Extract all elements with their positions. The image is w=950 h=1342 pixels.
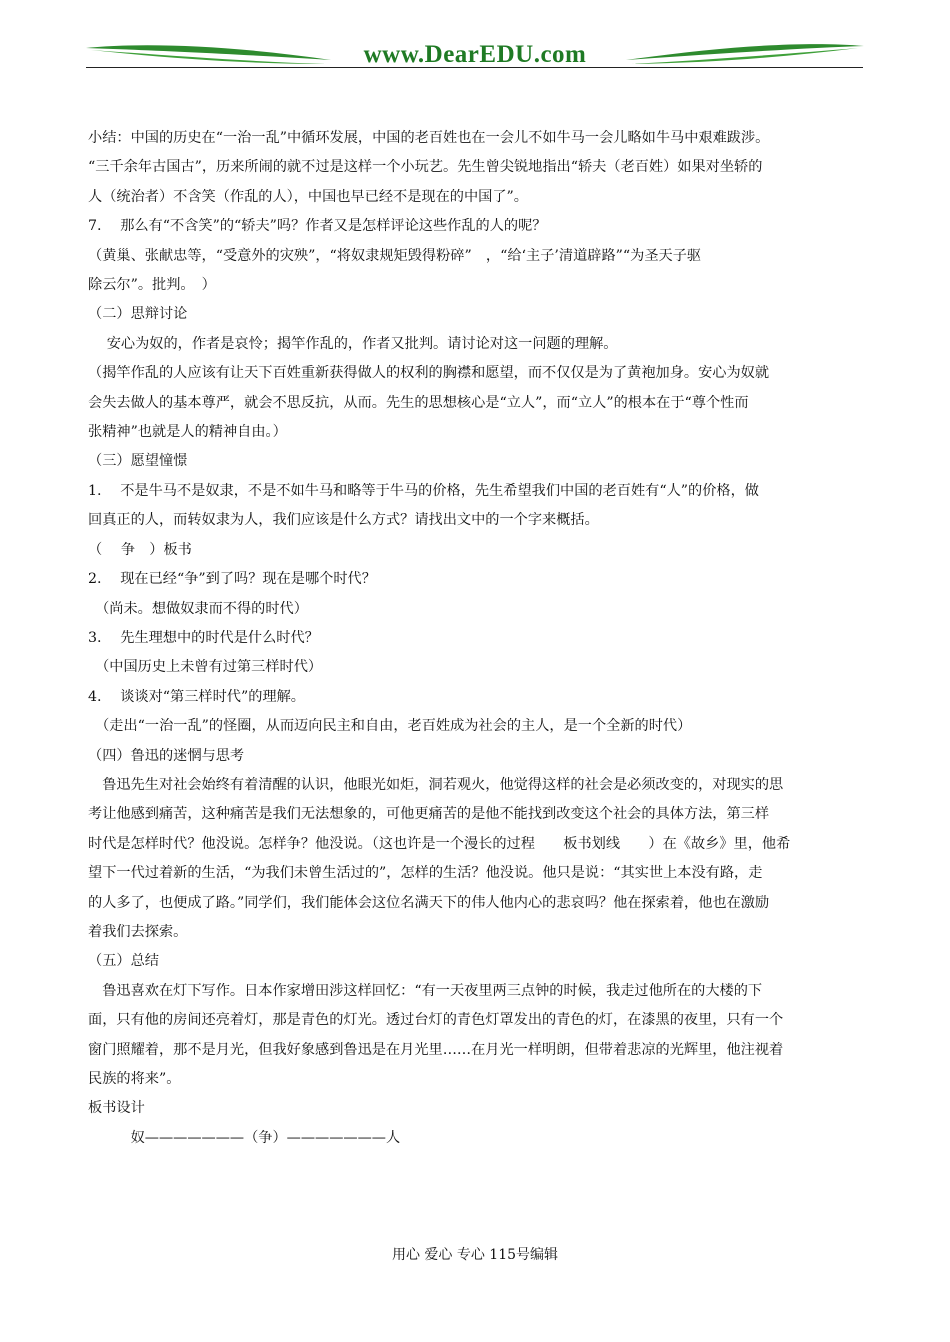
text-line: 除云尔”。批判。 ）: [88, 277, 216, 294]
text-line: （ 争 ）板书: [88, 541, 192, 558]
text-line: 板书设计: [88, 1100, 145, 1117]
site-logo: www.DearEDU.com: [363, 41, 587, 68]
text-line: 小结：中国的历史在“一治一乱”中循环发展，中国的老百姓也在一会儿不如牛马一会儿略如牛马中艰难跋涉。: [88, 130, 770, 146]
text-line: （走出“一治一乱”的怪圈，从而迈向民主和自由，老百姓成为社会的主人，是一个全新的时代）: [88, 718, 692, 735]
text-line: 望下一代过着新的生活，“为我们未曾生活过的”，怎样的生活？他没说。他只是说：“其实世上本没有路，走: [88, 865, 763, 882]
text-line: 7. 那么有“不含笑”的“轿夫”吗？作者又是怎样评论这些作乱的人的呢？: [88, 218, 547, 235]
text-line: （二）思辩讨论: [88, 306, 188, 323]
text-line: 民族的将来”。: [88, 1071, 181, 1087]
text-line: 1. 不是牛马不是奴隶，不是不如牛马和略等于牛马的价格，先生希望我们中国的老百姓有“人”的价格，做: [88, 482, 759, 499]
text-line: 4. 谈谈对“第三样时代”的理解。: [88, 688, 305, 705]
text-line: 3. 先生理想中的时代是什么时代？: [88, 629, 319, 646]
text-line: 会失去做人的基本尊严，就会不思反抗，从而。先生的思想核心是“立人”，而“立人”的根本在于“尊个性而: [88, 394, 749, 411]
text-line: （揭竿作乱的人应该有让天下百姓重新获得做人的权利的胸襟和愿望，而不仅仅是为了黄袍加身。安心为奴就: [88, 365, 770, 382]
text-line: 面，只有他的房间还亮着灯，那是青色的灯光。透过台灯的青色灯罩发出的青色的灯，在漆黑的夜里，只有一个: [88, 1012, 784, 1029]
text-line: （尚未。想做奴隶而不得的时代）: [88, 600, 308, 617]
text-line: 回真正的人，而转奴隶为人，我们应该是什么方式？请找出文中的一个字来概括。: [88, 512, 599, 529]
document-body: [88, 124, 866, 1153]
text-line: 窗门照耀着，那不是月光，但我好象感到鲁迅是在月光里……在月光一样明朗，但带着悲凉的光辉里，他注视着: [88, 1041, 784, 1058]
text-line: 考让他感到痛苦，这种痛苦是我们无法想象的，可他更痛苦的是他不能找到改变这个社会的具体方法，第三样: [88, 806, 770, 823]
text-line: （黄巢、张献忠等，“受意外的灾殃”，“将奴隶规矩毁得粉碎” ，“给‘主子’清道辟路”“为圣天子驱: [88, 247, 702, 264]
text-line: 奴———————（争）———————人: [88, 1129, 401, 1146]
text-line: 的人多了，也便成了路。”同学们，我们能体会这位名满天下的伟人他内心的悲哀吗？他在探索着，他也在激励: [88, 894, 770, 911]
text-line: 安心为奴的，作者是哀怜；揭竿作乱的，作者又批判。请讨论对这一问题的理解。: [88, 335, 618, 352]
text-line: 鲁迅先生对社会始终有着清醒的认识，他眼光如炬，洞若观火，他觉得这样的社会是必须改变的，对现实的思: [88, 776, 784, 793]
text-line: 张精神”也就是人的精神自由。）: [88, 424, 287, 441]
text-line: 时代是怎样时代？他没说。怎样争？他没说。（这也许是一个漫长的过程 板书划线 ）在《故乡》里，他希: [88, 835, 791, 852]
text-line: 人（统治者）不含笑（作乱的人），中国也早已经不是现在的中国了”。: [88, 188, 528, 205]
text-line: （五）总结: [88, 953, 159, 970]
header-rule: [86, 67, 863, 68]
text-line: （中国历史上未曾有过第三样时代）: [88, 659, 323, 676]
text-line: 着我们去探索。: [88, 923, 188, 940]
text-line: 2. 现在已经“争”到了吗？现在是哪个时代？: [88, 571, 376, 588]
text-line: 鲁迅喜欢在灯下写作。日本作家增田涉这样回忆：“有一天夜里两三点钟的时候，我走过他所在的大楼的下: [88, 982, 763, 999]
text-line: （三）愿望憧憬: [88, 453, 188, 470]
text-line: （四）鲁迅的迷惘与思考: [88, 747, 245, 764]
text-line: “三千余年古国古”，历来所闹的就不过是这样一个小玩艺。先生曾尖锐地指出“轿夫（老百姓）如果对坐轿的: [88, 159, 763, 176]
page-footer: 用心 爱心 专心 115号编辑: [391, 1247, 559, 1263]
